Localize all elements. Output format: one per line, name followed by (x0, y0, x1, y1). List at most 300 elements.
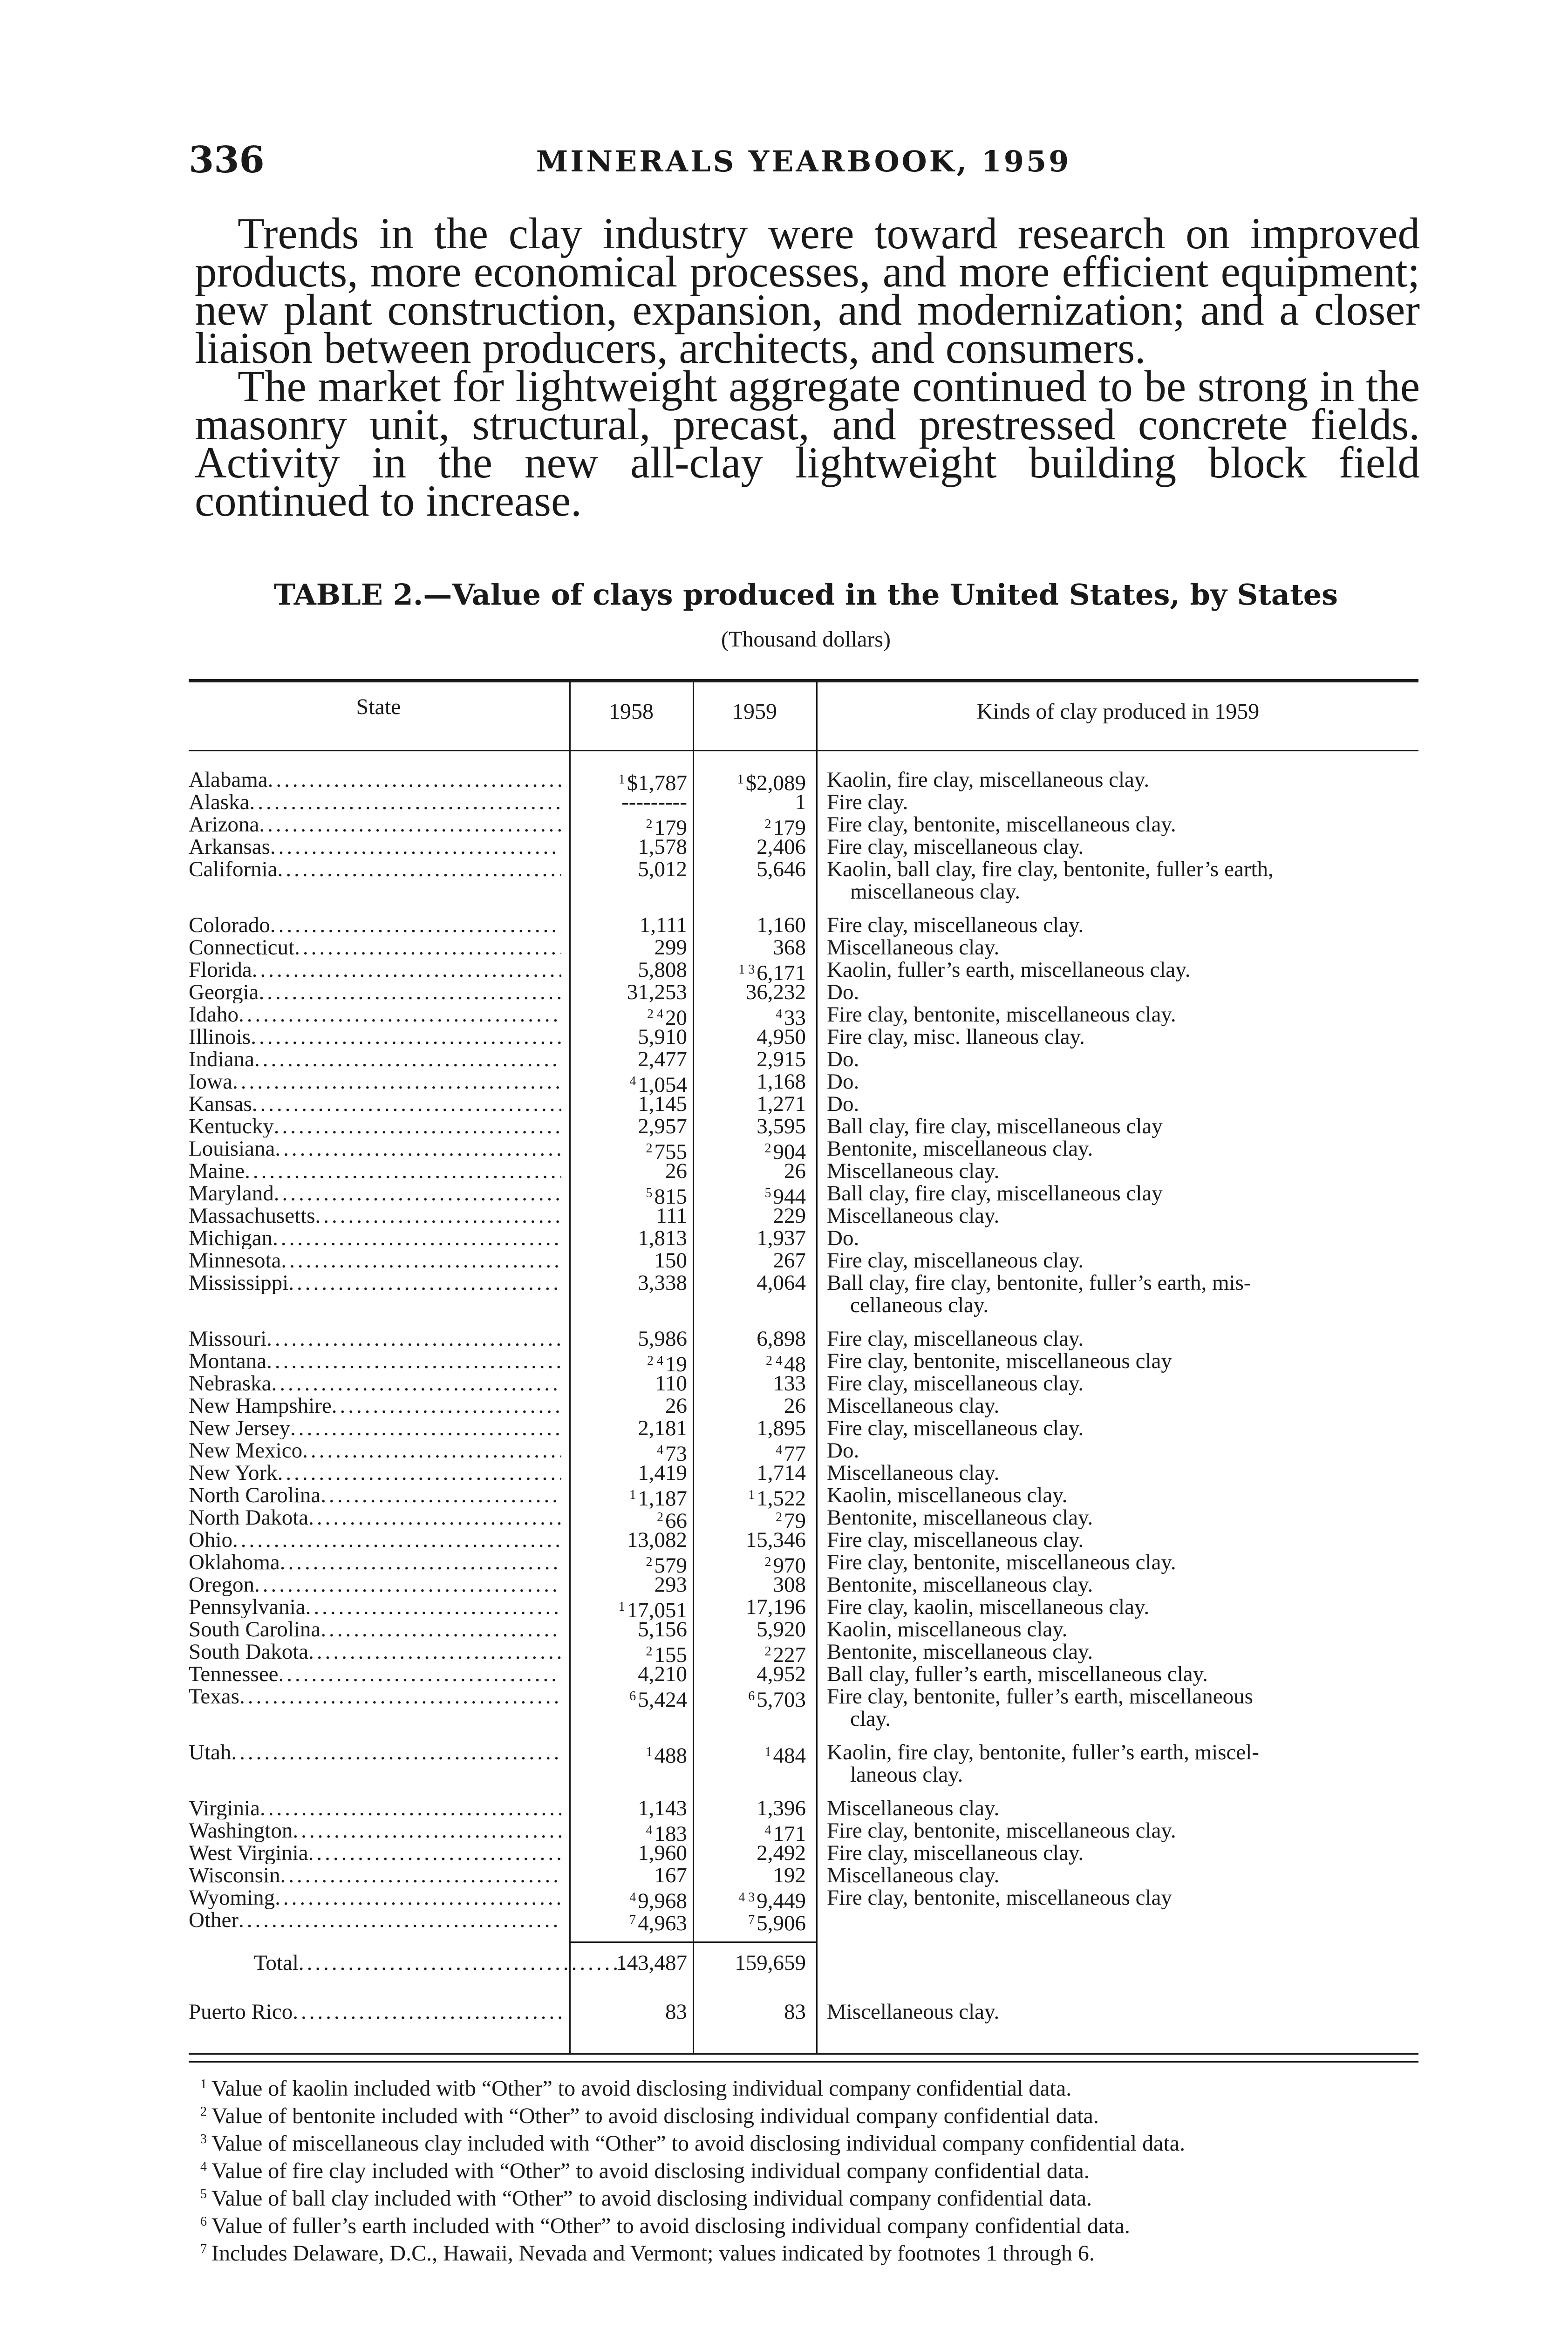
state-name: Georgia ..... (189, 981, 561, 1003)
table-row (189, 1618, 1418, 1641)
state-name: Michigan ..... (189, 1227, 561, 1249)
value-1959: 192 (773, 1863, 806, 1887)
table-row (189, 958, 1418, 985)
state-name: Maine ..... (189, 1160, 561, 1182)
table-row (189, 1160, 1418, 1182)
state-name: Ohio ..... (189, 1529, 561, 1551)
value-1958: 150 (654, 1248, 687, 1273)
footnote-marker: 2 (646, 817, 653, 831)
footnote-marker: 4 (776, 1007, 782, 1021)
value-1959: 133 (773, 1371, 806, 1396)
table-row (189, 1272, 1418, 1294)
footnote-number: 1 (200, 2077, 207, 2091)
value-1958: $^5$815 (646, 1185, 687, 1209)
value-1958: 5,986 (638, 1327, 687, 1351)
footnote (186, 2238, 1421, 2265)
footnote-marker: 4 3 (738, 1890, 755, 1905)
state-name: South Dakota ..... (189, 1641, 561, 1663)
footnote-marker: 2 (764, 1141, 771, 1156)
total-label: Total ..... (189, 1952, 627, 1974)
value-1959: 1,714 (757, 1461, 806, 1485)
value-1958: $^2$579 (646, 1553, 687, 1578)
state-name: Oklahoma ..... (189, 1551, 561, 1573)
value-1959: $^2$904 (764, 1140, 806, 1164)
footnote-number: 3 (200, 2132, 207, 2146)
clay-kinds: Fire clay, bentonite, miscellaneous clay. (827, 1818, 1176, 1843)
value-1958: $^4$9,968 (629, 1889, 687, 1913)
table-row (189, 1550, 1418, 1578)
value-1959: $^2$970 (764, 1553, 806, 1578)
clay-kinds: Do. (827, 1047, 859, 1071)
value-1958: $^4$73 (657, 1442, 687, 1466)
footnote-marker: 5 (764, 1186, 771, 1200)
value-1958: 5,808 (638, 958, 687, 982)
value-1958: 1,145 (638, 1092, 687, 1116)
footnote-marker: 2 (646, 1141, 653, 1156)
footnote-marker: 2 4 (647, 1007, 663, 1021)
value-1959: 368 (773, 935, 806, 960)
state-name: Utah ..... (189, 1741, 561, 1764)
state-name: Colorado ..... (189, 914, 561, 936)
state-name: Wyoming ..... (189, 1886, 561, 1909)
footnote-marker: 1 (618, 772, 625, 787)
clay-kinds: Ball clay, fire clay, miscellaneous clay (827, 1114, 1163, 1138)
table-title: TABLE 2.—Value of clays produced in the United States, by States (273, 578, 1338, 612)
table-row (189, 1227, 1418, 1249)
footnote-marker: 2 (776, 1510, 782, 1525)
table-row (189, 1909, 1418, 1935)
value-1958: 13,082 (627, 1528, 687, 1552)
state-name: Missouri ..... (189, 1328, 561, 1350)
state-name: California ..... (189, 858, 561, 880)
state-name: New Jersey ..... (189, 1417, 561, 1439)
table-row (189, 1372, 1418, 1395)
value-1958: $^{2 4}$19 (647, 1352, 687, 1376)
clay-kinds: Miscellaneous clay. (827, 1159, 1000, 1183)
footnote (186, 2183, 1421, 2210)
table-unit: (Thousand dollars) (721, 627, 891, 652)
clay-kinds: Miscellaneous clay. (827, 1863, 1000, 1887)
clay-kinds: Do. (827, 1069, 859, 1094)
clay-kinds: Fire clay, bentonite, miscellaneous clay (827, 1349, 1172, 1373)
table-header-rule (189, 750, 1418, 751)
value-1959: 1,160 (757, 913, 806, 937)
footnotes (186, 2073, 1421, 2265)
value-1958: 1,960 (638, 1841, 687, 1865)
footnote-marker: 4 (646, 1823, 653, 1838)
value-1959: 1,937 (757, 1226, 806, 1250)
value-1958: $^6$5,424 (629, 1688, 687, 1712)
footnote (186, 2128, 1421, 2155)
clay-kinds: Fire clay, miscellaneous clay. (827, 1841, 1084, 1865)
footnote-marker: 7 (629, 1913, 636, 1927)
value-1959: 1,396 (757, 1796, 806, 1820)
state-name: Arizona ..... (189, 813, 561, 836)
value-1958: 3,338 (638, 1271, 687, 1295)
footnote (186, 2100, 1421, 2128)
table-row (189, 1595, 1418, 1622)
footnote-text: Value of miscellaneous clay included with “Other” to avoid disclosing individual company confidential data. (211, 2131, 1186, 2156)
state-name: Mississippi ..... (189, 1272, 561, 1294)
table-row (189, 1438, 1418, 1466)
footnote-number: 2 (200, 2104, 207, 2119)
footnote (186, 2155, 1421, 2183)
clay-kinds: Miscellaneous clay. (827, 1394, 1000, 1418)
clay-kinds: Fire clay, bentonite, miscellaneous clay. (827, 812, 1176, 837)
value-1959: $^1$484 (764, 1743, 806, 1768)
state-name: Montana ..... (189, 1350, 561, 1372)
state-name: New Hampshire ..... (189, 1395, 561, 1417)
clay-kinds: Fire clay, miscellaneous clay. (827, 1528, 1084, 1552)
value-1959: $^{2 4}$48 (766, 1352, 806, 1376)
table-row-continuation (189, 1708, 1418, 1730)
clay-kinds: Fire clay, bentonite, fuller’s earth, miscellaneous (827, 1684, 1253, 1709)
clay-kinds: Bentonite, miscellaneous clay. (827, 1573, 1093, 1597)
clay-kinds-continued: cellaneous clay. (850, 1293, 989, 1317)
value-1959: 26 (784, 1394, 806, 1418)
table-row (189, 1740, 1418, 1768)
value-1958: $^2$66 (657, 1509, 687, 1533)
value-1959: $^2$227 (764, 1643, 806, 1667)
value-1958: $^1$488 (646, 1743, 687, 1768)
clay-kinds: Ball clay, fuller’s earth, miscellaneous clay. (827, 1662, 1208, 1686)
table-row (189, 914, 1418, 936)
header-1959: 1959 (732, 699, 777, 724)
table-row (189, 981, 1418, 1003)
state-name: West Virginia ..... (189, 1842, 561, 1864)
state-name: Connecticut ..... (189, 936, 561, 959)
page-number: 336 (189, 139, 265, 181)
table-row (189, 1462, 1418, 1484)
value-1958: 293 (654, 1573, 687, 1597)
clay-kinds: Fire clay, miscellaneous clay. (827, 1416, 1084, 1440)
value-1959: 17,196 (745, 1595, 806, 1619)
value-1959: $^1$\$2,089 (737, 771, 806, 795)
clay-kinds: Kaolin, fire clay, miscellaneous clay. (827, 768, 1150, 792)
footnote-marker: 2 (646, 1555, 653, 1569)
clay-kinds: Bentonite, miscellaneous clay. (827, 1137, 1093, 1161)
clay-kinds: Fire clay, miscellaneous clay. (827, 1327, 1084, 1351)
clay-kinds: Kaolin, miscellaneous clay. (827, 1483, 1068, 1507)
clay-kinds: Fire clay, miscellaneous clay. (827, 1248, 1084, 1273)
state-name: New York ..... (189, 1462, 561, 1484)
state-name: Kansas ..... (189, 1093, 561, 1115)
table-row (189, 1797, 1418, 1819)
footnote-number: 7 (200, 2242, 207, 2256)
table-row (189, 1205, 1418, 1227)
state-name: Pennsylvania ..... (189, 1596, 561, 1618)
value-1958: 2,477 (638, 1047, 687, 1071)
footnote-marker: 2 (646, 1644, 653, 1659)
value-1958: 5,012 (638, 857, 687, 881)
footnote-marker: 1 (646, 1745, 653, 1759)
state-name: Arkansas ..... (189, 836, 561, 858)
table-row (189, 1842, 1418, 1864)
clay-kinds: Kaolin, fuller’s earth, miscellaneous clay. (827, 958, 1191, 982)
table-row (189, 1864, 1418, 1886)
clay-kinds: Miscellaneous clay. (827, 1461, 1000, 1485)
value-1958: $^2$155 (646, 1643, 687, 1667)
value-1958: $^4$1,054 (629, 1073, 687, 1097)
running-title: MINERALS YEARBOOK, 1959 (536, 144, 1071, 178)
table-row (189, 1663, 1418, 1685)
table-row (189, 1328, 1418, 1350)
value-1959: 1,895 (757, 1416, 806, 1440)
value-1959: $^{4 3}$9,449 (738, 1889, 806, 1913)
footnote-marker: 1 (618, 1600, 625, 1614)
footnote-marker: 4 (764, 1823, 771, 1838)
total-1958: 143,487 (616, 1951, 687, 1975)
total-1959: 159,659 (735, 1951, 806, 1975)
footnote-text: Value of ball clay included with “Other” to avoid disclosing individual company confidential data. (211, 2186, 1092, 2211)
header-state: State (356, 695, 401, 719)
clay-kinds: Fire clay, bentonite, miscellaneous clay. (827, 1002, 1176, 1027)
footnote-marker: 2 (657, 1510, 663, 1525)
state-name: Alabama ..... (189, 769, 561, 791)
state-name: Iowa ..... (189, 1070, 561, 1093)
state-name: Kentucky ..... (189, 1115, 561, 1137)
value-1959: $^4$171 (764, 1822, 806, 1846)
puerto-rico-kind: Miscellaneous clay. (827, 2000, 1000, 2024)
clay-kinds: Do. (827, 1092, 859, 1116)
value-1958: 1,578 (638, 835, 687, 859)
footnote-marker: 1 3 (738, 962, 755, 977)
value-1959: $^2$179 (764, 816, 806, 840)
table-row (189, 812, 1418, 840)
value-1958: 1,143 (638, 1796, 687, 1820)
clay-kinds: Kaolin, ball clay, fire clay, bentonite, fuller’s earth, (827, 857, 1274, 881)
value-1958: 4,210 (638, 1662, 687, 1686)
table-row (189, 1886, 1418, 1913)
table-row (189, 1093, 1418, 1115)
table-row-continuation (189, 880, 1418, 903)
clay-kinds: Fire clay, kaolin, miscellaneous clay. (827, 1595, 1150, 1619)
clay-kinds: Kaolin, fire clay, bentonite, fuller’s earth, miscel- (827, 1740, 1259, 1764)
table-row (189, 1505, 1418, 1533)
clay-kinds-continued: clay. (850, 1707, 891, 1731)
value-1959: 26 (784, 1159, 806, 1183)
table-row (189, 1395, 1418, 1417)
clay-kinds: Kaolin, miscellaneous clay. (827, 1617, 1068, 1641)
value-1959: 3,595 (757, 1114, 806, 1138)
clay-kinds: Fire clay, miscellaneous clay. (827, 835, 1084, 859)
intro-paragraph-2: The market for lightweight aggregate continued to be strong in the masonry unit, structural, precast, and prestressed concrete fields. Activity in the new all-clay lightweight building block field continued to increase. (195, 361, 1420, 525)
state-name: Alaska ..... (189, 791, 561, 813)
footnote-marker: 4 (776, 1443, 782, 1457)
value-1958: 167 (654, 1863, 687, 1887)
value-1958: 111 (655, 1204, 687, 1228)
state-name: North Dakota ..... (189, 1506, 561, 1529)
table-row (189, 1026, 1418, 1048)
footnote-marker: 2 4 (766, 1354, 782, 1368)
value-1958: $^1$17,051 (618, 1598, 687, 1622)
clay-kinds: Ball clay, fire clay, bentonite, fuller’s earth, mis- (827, 1271, 1251, 1295)
footnote-number: 4 (200, 2159, 207, 2174)
footnote-marker: 6 (629, 1689, 636, 1703)
puerto-rico-1958: 83 (665, 2000, 687, 2024)
value-1958: $^2$179 (646, 816, 687, 840)
table-top-rule (189, 679, 1418, 682)
table-bottom-rule (189, 2053, 1418, 2055)
running-head (189, 139, 1418, 181)
footnote-marker: 1 (737, 772, 744, 787)
table-row (189, 1640, 1418, 1667)
state-name: Idaho ..... (189, 1003, 561, 1026)
value-1959: 6,898 (757, 1327, 806, 1351)
footnote-number: 6 (200, 2214, 207, 2229)
state-name: Other ..... (189, 1909, 561, 1931)
value-1959: 308 (773, 1573, 806, 1597)
value-1959: 4,064 (757, 1271, 806, 1295)
value-1958: $^1$1,187 (629, 1486, 687, 1511)
value-1958: 31,253 (627, 980, 687, 1004)
table-row (189, 1048, 1418, 1070)
intro-paragraph-1: Trends in the clay industry were toward research on improved products, more economical processes, and more efficient equipment; new plant construction, expansion, and modernization; and a closer liaison between producers, architects, and consumers. (195, 209, 1420, 373)
clay-kinds: Ball clay, fire clay, miscellaneous clay (827, 1181, 1163, 1205)
state-name: Washington ..... (189, 1819, 561, 1842)
value-1959: $^4$77 (776, 1442, 806, 1466)
state-name: Louisiana ..... (189, 1137, 561, 1160)
clay-kinds: Fire clay, miscellaneous clay. (827, 1371, 1084, 1396)
value-1959: $^{1 3}$6,171 (738, 961, 806, 985)
footnote-text: Includes Delaware, D.C., Hawaii, Nevada and Vermont; values indicated by footnotes 1 through 6. (211, 2241, 1095, 2266)
value-1959: 36,232 (745, 980, 806, 1004)
value-1958: 2,181 (638, 1416, 687, 1440)
footnote-marker: 1 (748, 1488, 755, 1502)
value-1958: 1,813 (638, 1226, 687, 1250)
footnote-number: 5 (200, 2187, 207, 2201)
state-name: Massachusetts ..... (189, 1205, 561, 1227)
value-1959: 2,492 (757, 1841, 806, 1865)
footnote-marker: 4 (657, 1443, 663, 1457)
footnote-text: Value of fuller’s earth included with “Other” to avoid disclosing individual company confidential data. (211, 2213, 1130, 2238)
puerto-rico-label: Puerto Rico ..... (189, 2001, 561, 2023)
clay-kinds: Bentonite, miscellaneous clay. (827, 1640, 1093, 1664)
state-name: Minnesota ..... (189, 1249, 561, 1272)
footnote-marker: 4 (629, 1890, 636, 1905)
value-1959: $^2$79 (776, 1509, 806, 1533)
footnote-text: Value of bentonite included with “Other” to avoid disclosing individual company confidential data. (211, 2104, 1099, 2128)
clay-kinds: Do. (827, 1226, 859, 1250)
table-row (189, 1249, 1418, 1272)
value-1958: 299 (654, 935, 687, 960)
value-1959: 1 (795, 790, 806, 814)
value-1959: $^4$33 (776, 1006, 806, 1030)
value-1959: 1,168 (757, 1069, 806, 1094)
table-row (189, 836, 1418, 858)
clay-kinds: Fire clay, miscellaneous clay. (827, 913, 1084, 937)
value-1958: 26 (665, 1394, 687, 1418)
footnote-text: Value of kaolin included witb “Other” to avoid disclosing individual company confidential data. (211, 2076, 1072, 2101)
table-row (189, 1137, 1418, 1164)
table-row (189, 1483, 1418, 1511)
table-row (189, 1002, 1418, 1030)
header-kinds: Kinds of clay produced in 1959 (976, 699, 1260, 724)
table-row (189, 1069, 1418, 1097)
table-row (189, 1529, 1418, 1551)
value-1958: 2,957 (638, 1114, 687, 1138)
clay-kinds: Fire clay, bentonite, miscellaneous clay. (827, 1550, 1176, 1574)
state-name: Maryland ..... (189, 1182, 561, 1205)
value-1958: 26 (665, 1159, 687, 1183)
footnote-marker: 5 (646, 1186, 653, 1200)
state-name: Illinois ..... (189, 1026, 561, 1048)
puerto-rico-row (189, 2001, 1418, 2023)
state-name: Wisconsin ..... (189, 1864, 561, 1886)
clay-kinds: Miscellaneous clay. (827, 935, 1000, 960)
state-name: Texas ..... (189, 1685, 561, 1708)
value-1959: 1,271 (757, 1092, 806, 1116)
footnote-marker: 7 (748, 1913, 755, 1927)
table-row (189, 1573, 1418, 1596)
value-1959: 229 (773, 1204, 806, 1228)
value-1959: 2,915 (757, 1047, 806, 1071)
table-row (189, 858, 1418, 880)
state-name: Florida ..... (189, 959, 561, 981)
value-1958: $^4$183 (646, 1822, 687, 1846)
state-name: Indiana ..... (189, 1048, 561, 1070)
clay-kinds: Do. (827, 1438, 859, 1463)
header-1958: 1958 (609, 699, 654, 724)
state-name: North Carolina ..... (189, 1484, 561, 1506)
footnote-text: Value of fire clay included with “Other” to avoid disclosing individual company confidential data. (211, 2159, 1090, 2183)
value-1958: --------- (621, 790, 687, 814)
table-row (189, 1684, 1418, 1712)
table-row (189, 1417, 1418, 1439)
table-row (189, 936, 1418, 959)
state-name: Virginia ..... (189, 1797, 561, 1819)
table-row-continuation (189, 1764, 1418, 1786)
footnote-marker: 6 (748, 1689, 755, 1703)
clay-kinds: Miscellaneous clay. (827, 1204, 1000, 1228)
table-row (189, 791, 1418, 813)
value-1959: $^6$5,703 (748, 1688, 806, 1712)
value-1959: 4,952 (757, 1662, 806, 1686)
value-1959: 267 (773, 1248, 806, 1273)
value-1958: $^1$\$1,787 (618, 771, 687, 795)
value-1958: 110 (655, 1371, 687, 1396)
clay-kinds: Fire clay. (827, 790, 908, 814)
state-name: New Mexico ..... (189, 1439, 561, 1462)
table-row (189, 1181, 1418, 1209)
value-1959: 4,950 (757, 1025, 806, 1049)
value-1958: $^{2 4}$20 (647, 1006, 687, 1030)
value-1959: $^1$1,522 (748, 1486, 806, 1511)
puerto-rico-1959: 83 (784, 2000, 806, 2024)
clay-kinds: Bentonite, miscellaneous clay. (827, 1505, 1093, 1530)
footnote (186, 2210, 1421, 2238)
footnote-marker: 4 (629, 1074, 636, 1089)
state-name: Tennessee ..... (189, 1663, 561, 1685)
value-1958: 5,156 (638, 1617, 687, 1641)
value-1959: 2,406 (757, 835, 806, 859)
table-row (189, 1818, 1418, 1846)
value-1959: 5,646 (757, 857, 806, 881)
table-row-continuation (189, 1294, 1418, 1316)
value-1958: 1,111 (639, 913, 687, 937)
state-name: Oregon ..... (189, 1573, 561, 1596)
total-rule (571, 1941, 818, 1943)
total-row (189, 1952, 1418, 1974)
table-row (189, 768, 1418, 795)
value-1959: $^5$944 (764, 1185, 806, 1209)
footnote-marker: 2 4 (647, 1354, 663, 1368)
footnote-marker: 2 (764, 817, 771, 831)
clay-kinds-continued: laneous clay. (850, 1763, 963, 1787)
intro-text (195, 209, 1420, 525)
footnote-marker: 2 (764, 1644, 771, 1659)
clay-kinds-continued: miscellaneous clay. (850, 879, 1020, 904)
